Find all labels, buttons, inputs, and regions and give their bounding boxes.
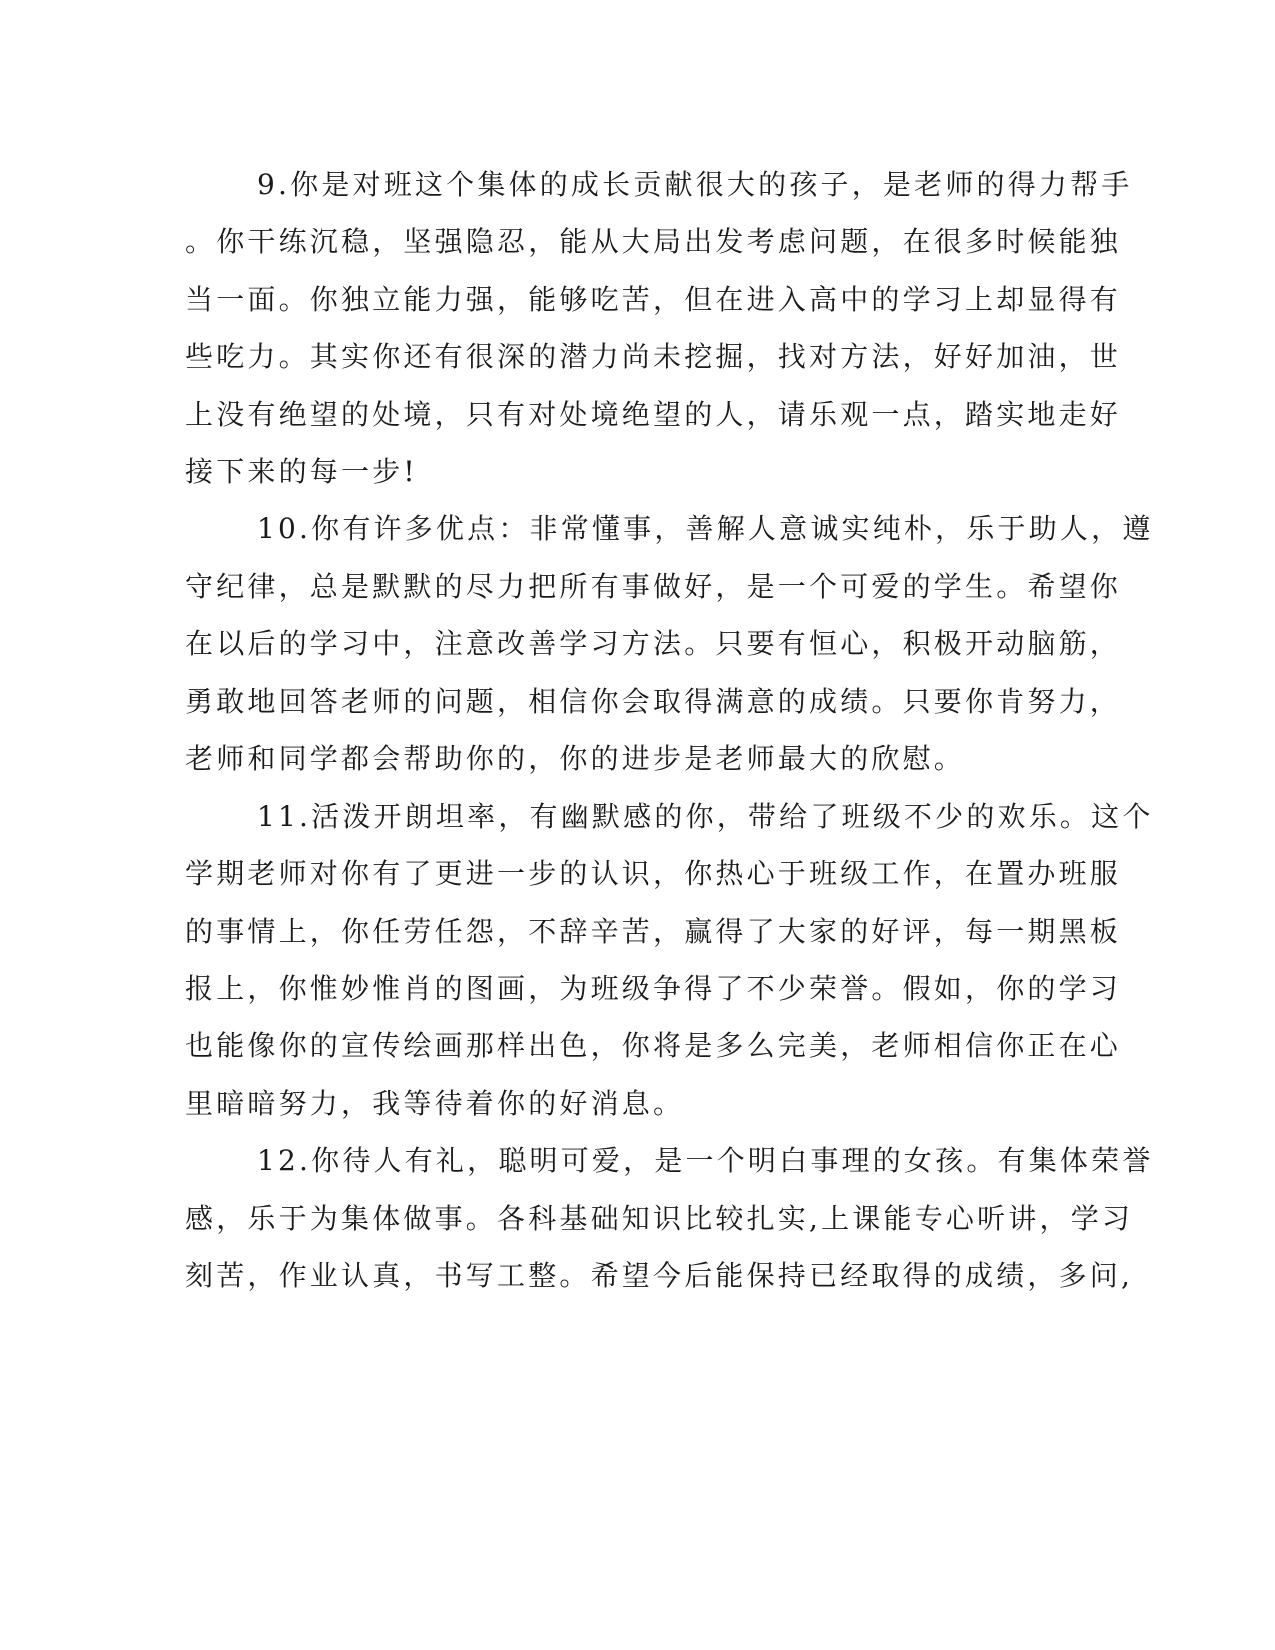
text-line: 报上，你惟妙惟肖的图画，为班级争得了不少荣誉。假如，你的学习 (185, 972, 1122, 1005)
text-line: 些吃力。其实你还有很深的潜力尚未挖掘，找对方法，好好加油，世 (185, 340, 1122, 373)
text-line: 守纪律，总是默默的尽力把所有事做好，是一个可爱的学生。希望你 (185, 570, 1122, 603)
text-line: 11.活泼开朗坦率，有幽默感的你，带给了班级不少的欢乐。这个 (257, 800, 1154, 833)
text-line: 老师和同学都会帮助你的，你的进步是老师最大的欣慰。 (185, 742, 966, 775)
text-line: 也能像你的宣传绘画那样出色，你将是多么完美，老师相信你正在心 (185, 1029, 1122, 1062)
text-line: 刻苦，作业认真，书写工整。希望今后能保持已经取得的成绩，多问, (185, 1259, 1134, 1292)
text-line: 上没有绝望的处境，只有对处境绝望的人，请乐观一点，踏实地走好 (185, 398, 1122, 431)
text-line: 里暗暗努力，我等待着你的好消息。 (185, 1087, 685, 1120)
text-line: 。你干练沉稳，坚强隐忍，能从大局出发考虑问题，在很多时候能独 (185, 225, 1122, 258)
text-line: 9.你是对班这个集体的成长贡献很大的孩子，是老师的得力帮手 (257, 168, 1133, 201)
text-line: 勇敢地回答老师的问题，相信你会取得满意的成绩。只要你肯努力， (185, 685, 1122, 718)
text-line: 10.你有许多优点：非常懂事，善解人意诚实纯朴，乐于助人，遵 (257, 512, 1154, 545)
text-line: 学期老师对你有了更进一步的认识，你热心于班级工作，在置办班服 (185, 857, 1122, 890)
text-line: 在以后的学习中，注意改善学习方法。只要有恒心，积极开动脑筋， (185, 627, 1122, 660)
text-line: 当一面。你独立能力强，能够吃苦，但在进入高中的学习上却显得有 (185, 283, 1122, 316)
text-line: 12.你待人有礼，聪明可爱，是一个明白事理的女孩。有集体荣誉 (257, 1144, 1154, 1177)
text-line: 的事情上，你任劳任怨，不辞辛苦，赢得了大家的好评，每一期黑板 (185, 915, 1122, 948)
text-line: 接下来的每一步! (185, 455, 418, 488)
text-line: 感，乐于为集体做事。各科基础知识比较扎实,上课能专心听讲，学习 (185, 1202, 1134, 1235)
